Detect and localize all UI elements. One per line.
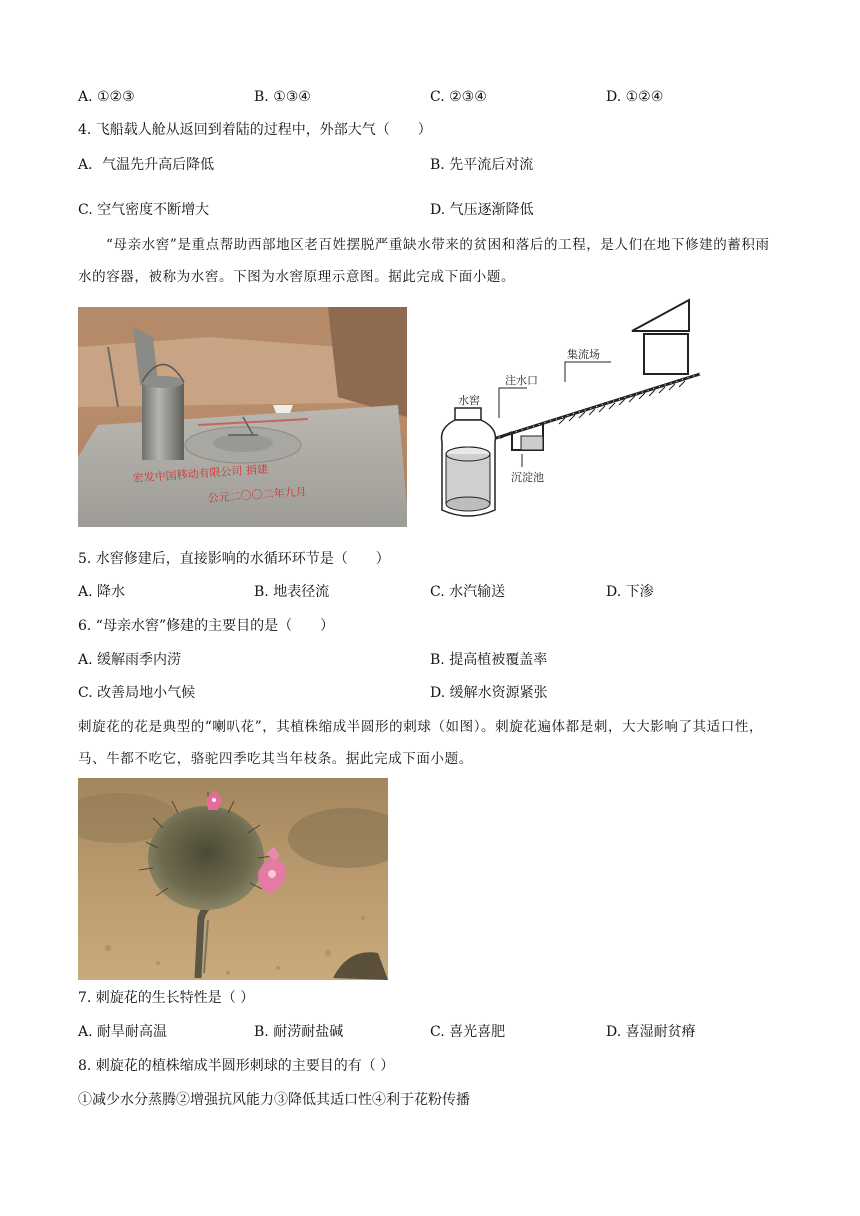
- water-cellar-photo: [78, 307, 407, 527]
- q5-option-b: B. 地表径流: [254, 584, 330, 600]
- label-settling-tank: 沉淀池: [511, 471, 544, 484]
- q7-option-c: C. 喜光喜肥: [430, 1024, 506, 1040]
- q5-stem: 5. 水窖修建后，直接影响的水循环环节是（ ）: [78, 551, 390, 567]
- label-water-cellar: 水窖: [458, 394, 480, 407]
- q7-option-d: D. 喜湿耐贫瘠: [606, 1024, 696, 1040]
- q8-choices: ①减少水分蒸腾②增强抗风能力③降低其适口性④利于花粉传播: [78, 1092, 470, 1108]
- photo-inscription-line1: 宏发中国移动有限公司 捐建: [132, 462, 269, 485]
- photo-inscription-line2: 公元二〇〇二年九月: [207, 485, 307, 505]
- q4-option-c: C. 空气密度不断增大: [78, 202, 210, 218]
- q3-option-c: C. ②③④: [430, 89, 487, 105]
- q6-option-a: A. 缓解雨季内涝: [78, 652, 182, 668]
- q4-option-a: A．气温先升高后降低: [78, 157, 215, 173]
- q7-option-b: B. 耐涝耐盐碱: [254, 1024, 344, 1040]
- q4-stem: 4. 飞船载人舱从返回到着陆的过程中，外部大气（ ）: [78, 122, 432, 138]
- q5-option-c: C. 水汽输送: [430, 584, 506, 600]
- q7-stem: 7. 刺旋花的生长特性是（ ）: [78, 990, 255, 1006]
- label-inlet: 注水口: [505, 374, 538, 387]
- q4-options-row1: [78, 155, 782, 175]
- q6-option-b: B. 提高植被覆盖率: [430, 652, 548, 668]
- q7-option-a: A. 耐旱耐高温: [78, 1024, 168, 1040]
- q8-stem: 8. 刺旋花的植株缩成半圆形刺球的主要目的有（ ）: [78, 1058, 395, 1074]
- q6-option-d: D. 缓解水资源紧张: [430, 685, 548, 701]
- convolvulus-photo: [78, 778, 388, 980]
- q4-option-d: D. 气压逐渐降低: [430, 202, 534, 218]
- q4-options-row2: [78, 200, 782, 220]
- q5-options: [78, 582, 782, 602]
- water-cellar-diagram: [425, 296, 710, 526]
- q4-option-b: B. 先平流后对流: [430, 157, 534, 173]
- q3-option-b: B. ①③④: [254, 89, 311, 105]
- q5-option-d: D. 下渗: [606, 584, 654, 600]
- q6-option-c: C. 改善局地小气候: [78, 685, 196, 701]
- passage-convolvulus: 刺旋花的花是典型的“喇叭花”，其植株缩成半圆形的刺球（如图）。刺旋花遍体都是刺，大大影响了其适口性，马、牛都不吃它，骆驼四季吃其当年枝条。据此完成下面小题。: [78, 719, 764, 767]
- q6-options-row2: [78, 683, 782, 703]
- q6-options-row1: [78, 650, 782, 670]
- q6-stem: 6. “母亲水窖”修建的主要目的是（ ）: [78, 618, 335, 634]
- q7-options: [78, 1022, 782, 1042]
- q3-option-a: A. ①②③: [78, 89, 135, 105]
- label-catchment: 集流场: [567, 348, 600, 361]
- q3-option-d: D. ①②④: [606, 89, 664, 105]
- passage-water-cellar: “母亲水窖”是重点帮助西部地区老百姓摆脱严重缺水带来的贫困和落后的工程，是人们在地下修建的蓄积雨水的容器，被称为水窖。下图为水窖原理示意图。据此完成下面小题。: [78, 237, 770, 285]
- q3-options: [78, 87, 782, 107]
- q5-option-a: A. 降水: [78, 584, 126, 600]
